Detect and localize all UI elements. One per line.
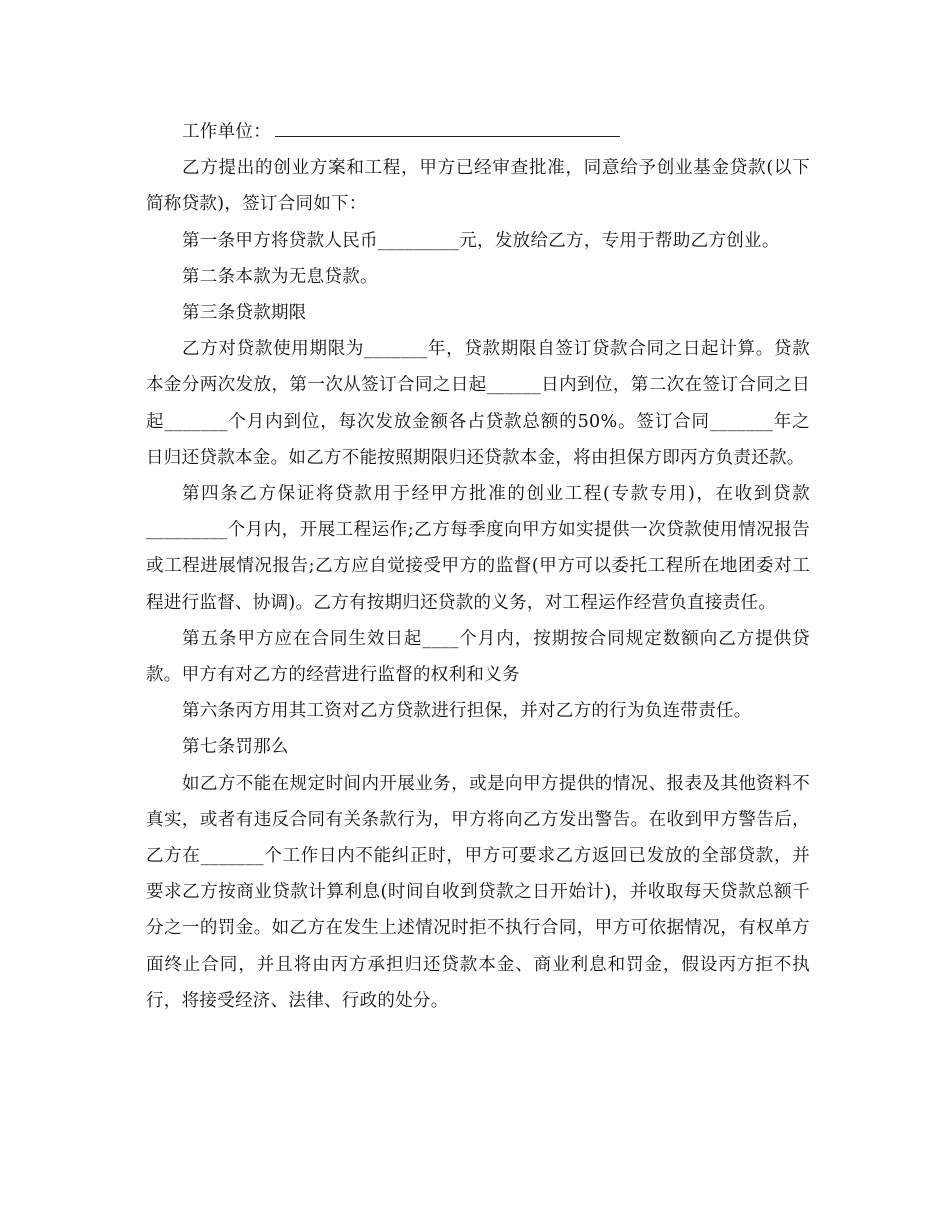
article-1: 第一条甲方将贷款人民币_________元，发放给乙方，专用于帮助乙方创业。 — [182, 230, 780, 251]
contract-page — [146, 114, 810, 1019]
article-4: 第四条乙方保证将贷款用于经甲方批准的创业工程(专款专用)，在收到贷款_________个月内，开展工程运作;乙方每季度向甲方如实提供一次贷款使用情况报告或工程进展情况报告;乙方应自觉接受甲方的监督(甲方可以委托工程所在地团委对工程进行监督、协调)。乙方有按期归还贷款的义务，对工程运作经营负直接责任。 — [146, 484, 810, 613]
article-3-title: 第三条贷款期限 — [182, 303, 307, 324]
article-6: 第六条丙方用其工资对乙方贷款进行担保，并对乙方的行为负连带责任。 — [182, 701, 752, 722]
work-unit-label: 工作单位： — [182, 122, 271, 142]
article-7-body: 如乙方不能在规定时间内开展业务，或是向甲方提供的情况、报表及其他资料不真实，或者有违反合同有关条款行为，甲方将向乙方发出警告。在收到甲方警告后，乙方在_______个工作日内不能纠正时，甲方可要求乙方返回已发放的全部贷款，并要求乙方按商业贷款计算利息(时间自收到贷款之日开始计)，并收取每天贷款总额千分之一的罚金。如乙方在发生上述情况时拒不执行合同，甲方可依据情况，有权单方面终止合同，并且将由丙方承担归还贷款本金、商业利息和罚金，假设丙方拒不执行，将接受经济、法律、行政的处分。 — [146, 773, 810, 1011]
article-2: 第二条本款为无息贷款。 — [182, 266, 378, 287]
article-7-title: 第七条罚那么 — [182, 737, 289, 758]
intro-paragraph: 乙方提出的创业方案和工程，甲方已经审查批准，同意给予创业基金贷款(以下简称贷款)，签订合同如下： — [146, 158, 810, 215]
article-3-body: 乙方对贷款使用期限为_______年，贷款期限自签订贷款合同之日起计算。贷款本金分两次发放，第一次从签订合同之日起______日内到位，第二次在签订合同之日起_______个月内到位，每次发放金额各占贷款总额的50%。签订合同_______年之日归还贷款本金。如乙方不能按照期限归还贷款本金，将由担保方即丙方负责还款。 — [146, 339, 810, 468]
work-unit-line — [146, 114, 810, 150]
article-5: 第五条甲方应在合同生效日起____个月内，按期按合同规定数额向乙方提供贷款。甲方有对乙方的经营进行监督的权利和义务 — [146, 628, 810, 686]
work-unit-blank — [275, 116, 620, 137]
